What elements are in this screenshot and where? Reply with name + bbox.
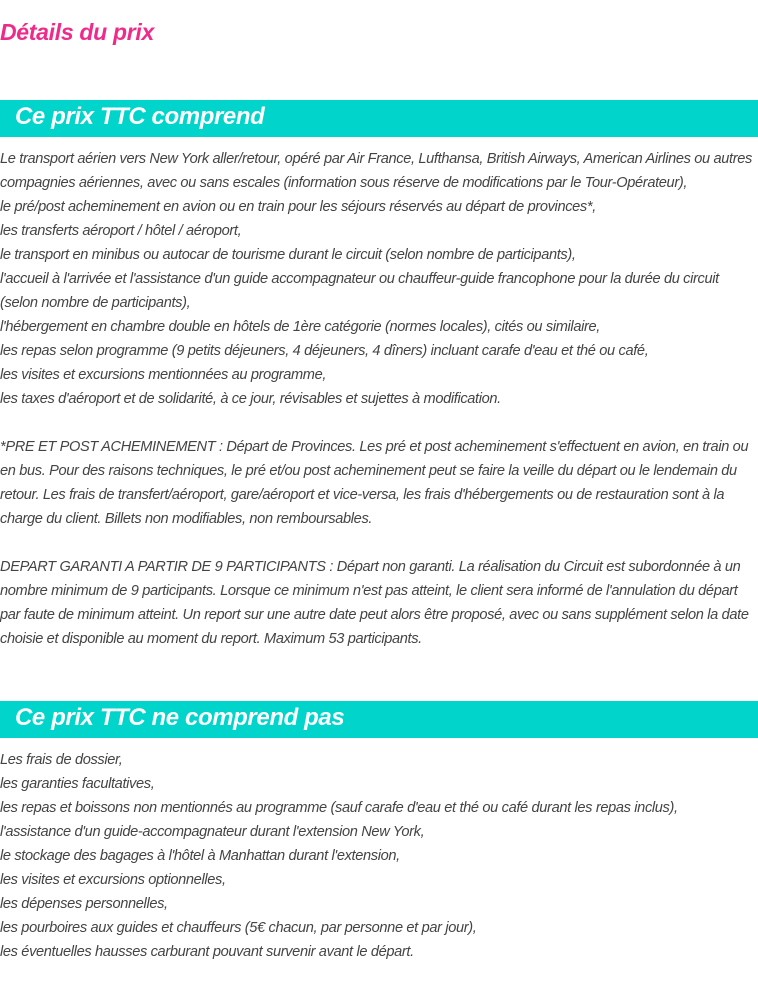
list-item: les visites et excursions mentionnées au programme,: [0, 367, 327, 383]
excludes-heading: Ce prix TTC ne comprend pas: [15, 704, 345, 731]
list-item: le pré/post acheminement en avion ou en train pour les séjours réservés au départ de provinces*,: [0, 199, 596, 215]
list-item: les visites et excursions optionnelles,: [0, 872, 226, 888]
list-item: l'hébergement en chambre double en hôtels de 1ère catégorie (normes locales), cités ou similaire,: [0, 319, 600, 335]
list-item: le stockage des bagages à l'hôtel à Manhattan durant l'extension,: [0, 848, 400, 864]
list-item: les taxes d'aéroport et de solidarité, à ce jour, révisables et sujettes à modification.: [0, 391, 501, 407]
excludes-list: [0, 748, 758, 964]
list-item: les dépenses personnelles,: [0, 896, 168, 912]
list-item: les éventuelles hausses carburant pouvant survenir avant le départ.: [0, 944, 414, 960]
list-item: les pourboires aux guides et chauffeurs (5€ chacun, par personne et par jour),: [0, 920, 477, 936]
list-item: les transferts aéroport / hôtel / aéroport,: [0, 223, 242, 239]
list-item: les repas et boissons non mentionnés au programme (sauf carafe d'eau et thé ou café durant les repas inclus),: [0, 800, 678, 816]
acheminement-note: *PRE ET POST ACHEMINEMENT : Départ de Provinces. Les pré et post acheminement s'effectuent en avion, en train ou en bus. Pour des raisons techniques, le pré et/ou post acheminement peut se faire la veille du départ ou le lendemain du retour. Les frais de transfert/aéroport, gare/aéroport et vice-versa, les frais d'hébergements ou de restauration sont à la charge du client. Billets non modifiables, non remboursables.: [0, 439, 749, 527]
includes-header-band: [0, 100, 758, 137]
list-item: l'accueil à l'arrivée et l'assistance d'un guide accompagnateur ou chauffeur-guide francophone pour la durée du circuit (selon nombre de participants),: [0, 271, 719, 311]
excludes-header-band: [0, 701, 758, 738]
depart-garanti-note: DEPART GARANTI A PARTIR DE 9 PARTICIPANTS : Départ non garanti. La réalisation du Circuit est subordonnée à un nombre minimum de 9 participants. Lorsque ce minimum n'est pas atteint, le client sera informé de l'annulation du départ par faute de minimum atteint. Un report sur une autre date peut alors être proposé, avec ou sans supplément selon la date choisie et disponible au moment du report. Maximum 53 participants.: [0, 559, 749, 647]
includes-list: [0, 147, 758, 651]
list-item: Les frais de dossier,: [0, 752, 123, 768]
page-title: Détails du prix: [0, 19, 154, 45]
list-item: Le transport aérien vers New York aller/retour, opéré par Air France, Lufthansa, British Airways, American Airlines ou autres compagnies aériennes, avec ou sans escales (information sous réserve de modifications par le Tour-Opérateur),: [0, 151, 752, 191]
list-item: l'assistance d'un guide-accompagnateur durant l'extension New York,: [0, 824, 425, 840]
includes-heading: Ce prix TTC comprend: [15, 103, 265, 130]
list-item: les garanties facultatives,: [0, 776, 155, 792]
list-item: le transport en minibus ou autocar de tourisme durant le circuit (selon nombre de participants),: [0, 247, 576, 263]
list-item: les repas selon programme (9 petits déjeuners, 4 déjeuners, 4 dîners) incluant carafe d'eau et thé ou café,: [0, 343, 649, 359]
